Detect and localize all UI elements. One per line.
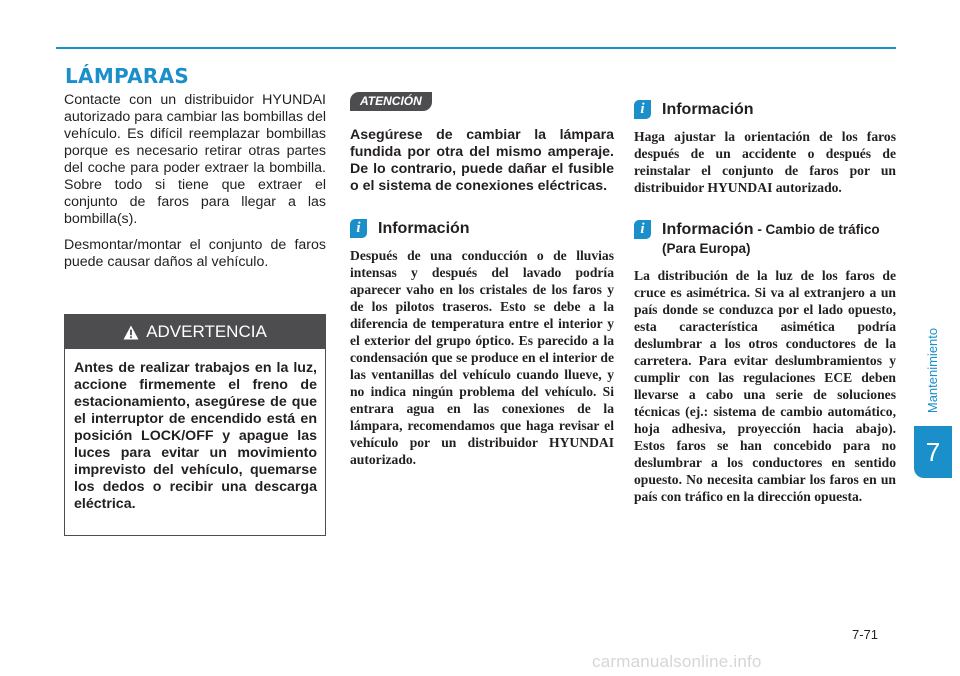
info-heading-1 (634, 100, 896, 119)
chapter-label-text: Mantenimiento (925, 327, 941, 413)
warning-triangle-icon (123, 325, 139, 340)
warning-text: Antes de realizar trabajos en la luz, accione firmemente el freno de estacionamiento, asegúrese de que el interruptor de encendido está en posición LOCK/OFF y apague las luces para evitar un movimiento imprevisto del vehículo, quemarse los dedos o recibir una descarga eléctrica. (74, 360, 317, 512)
attention-badge: ATENCIÓN (350, 92, 432, 111)
column-middle (350, 92, 614, 468)
info-heading-2 (634, 220, 896, 258)
column-right (634, 92, 896, 505)
warning-body (65, 349, 325, 513)
warning-box (64, 314, 326, 536)
intro-paragraph: Contacte con un distribuidor HYUNDAI autorizado para cambiar las bombillas del vehículo. Es difícil reemplazar bombillas porque es necesario retirar otras partes del coche para poder extraer la bombilla. Sobre todo si tiene que extraer el conjunto de faros para llegar a las bombilla(s). (64, 92, 326, 227)
info-icon: i (634, 220, 651, 239)
warning-title: ADVERTENCIA (146, 322, 267, 341)
info-text-1: Haga ajustar la orientación de los faros después de un accidente o después de reinstalar el conjunto de faros por un distribuidor HYUNDAI autorizado. (634, 129, 896, 195)
info-title: Información (378, 220, 470, 237)
top-rule (56, 47, 896, 49)
info-title-2-subtitle: - Cambio de tráfico (Para Europa) (662, 222, 880, 256)
info-title-2-main: Información (662, 221, 754, 238)
section-title: LÁMPARAS (65, 64, 190, 88)
page-number: 7-71 (852, 627, 879, 642)
warning-header (65, 315, 325, 349)
info-title-1: Información (662, 101, 754, 118)
info-heading (350, 219, 614, 238)
column-left (64, 92, 326, 280)
info-text-2: La distribución de la luz de los faros de cruce es asimétrica. Si va al extranjero a un país donde se conduzca por el lado opuesto, esta característica asimética podría deslumbrar a los otros conductores de la carretera. Para evitar deslumbramientos y cumplir con las regulaciones ECE deben llevarse a cabo una serie de soluciones técnicas (ej.: sistema de cambio automático, hoja adhesiva, proyección hacia abajo). Estos faros se han concebido para no deslumbrar a los conductores en sentido opuesto. No necesita cambiar los faros en un país con tráfico en la dirección opuesta. (634, 268, 896, 504)
attention-text: Asegúrese de cambiar la lámpara fundida por otra del mismo amperaje. De lo contrario, puede dañar el fusible o el sistema de conexiones eléctricas. (350, 127, 614, 194)
info-icon: i (350, 219, 367, 238)
info-icon: i (634, 100, 651, 119)
chapter-label (913, 322, 953, 418)
chapter-number-tab: 7 (914, 426, 952, 478)
info-text: Después de una conducción o de lluvias intensas y después del lavado podría aparecer vaho en los cristales de los faros y de los pilotos traseros. Esto se debe a la diferencia de temperatura entre el interior y el exterior del grupo óptico. Es parecido a la condensación que se produce en el interior de las ventanillas del vehículo cuando llueve, y no indica ningún problema del vehículo. Si entrara agua en las conexiones de la lámpara, recomendamos que haga revisar el vehículo por un distribuidor HYUNDAI autorizado. (350, 248, 614, 467)
info-title-2 (662, 220, 896, 258)
damage-paragraph: Desmontar/montar el conjunto de faros puede causar daños al vehículo. (64, 237, 326, 270)
watermark: carmanualsonline.info (592, 652, 762, 671)
